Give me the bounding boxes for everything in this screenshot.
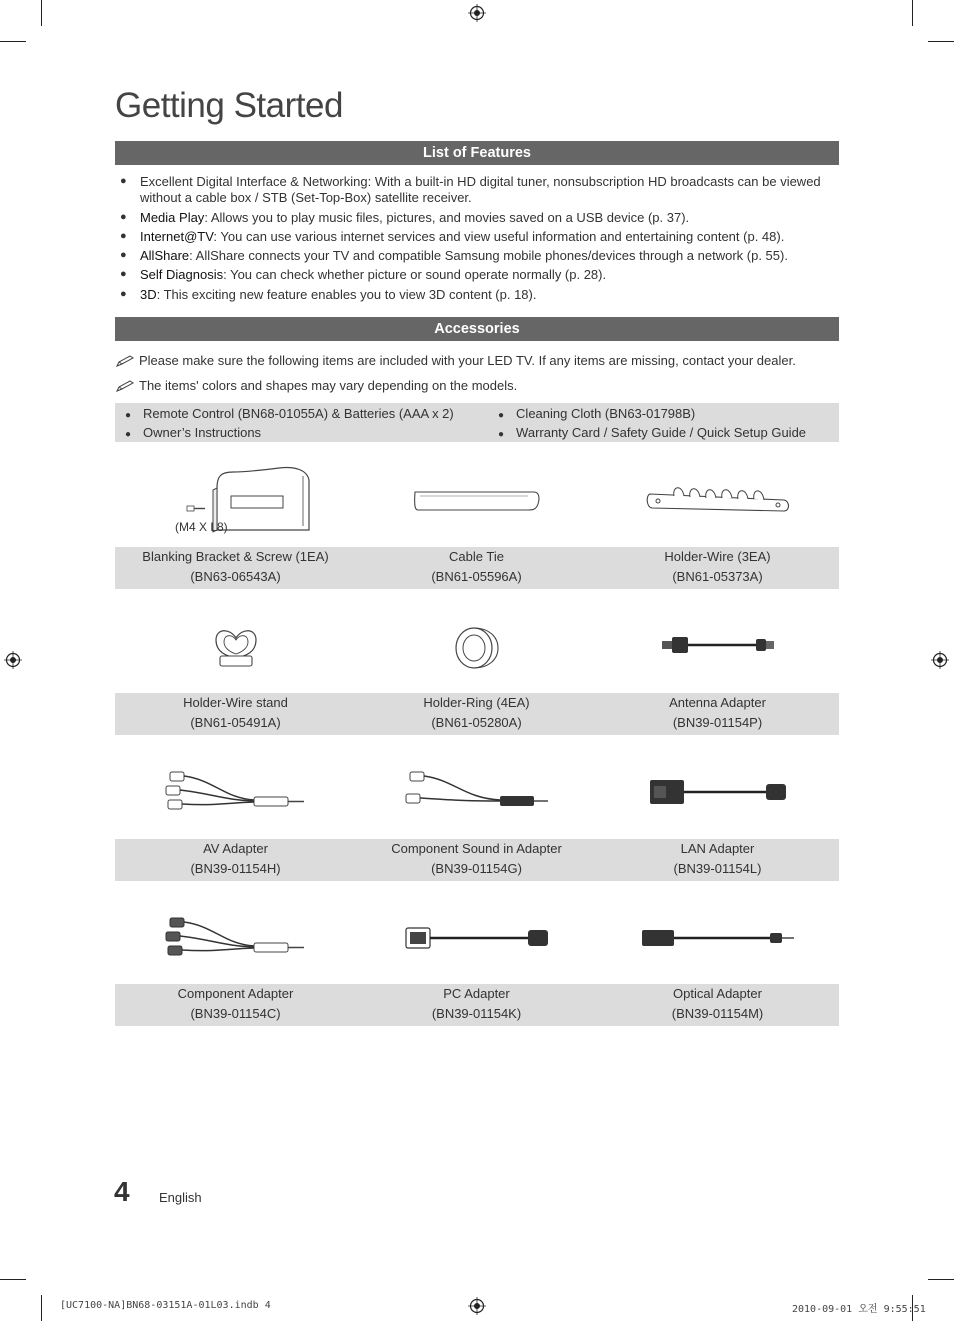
feature-item	[140, 210, 830, 226]
print-file-info: [UC7100-NA]BN68-03151A-01L03.indb 4	[60, 1300, 271, 1311]
feature-text: : Allows you to play music files, pictures, and movies saved on a USB device (p. 37).	[204, 210, 690, 225]
accessories-heading: Accessories	[115, 317, 839, 341]
page-title: Getting Started	[115, 86, 343, 125]
feature-term: Self Diagnosis	[140, 267, 224, 282]
bullet-icon: ●	[120, 175, 127, 187]
crop-mark	[0, 41, 26, 42]
accessory-caption: PC Adapter (BN39-01154K)	[431, 986, 522, 1021]
cable-tie-icon	[412, 488, 542, 514]
bullet-icon: ●	[120, 230, 127, 242]
feature-text: : This exciting new feature enables you to view 3D content (p. 18).	[156, 287, 537, 302]
feature-item	[140, 267, 830, 283]
bullet-icon: ●	[120, 249, 127, 261]
features-heading: List of Features	[115, 141, 839, 165]
accessory-caption: Antenna Adapter (BN39-01154P)	[669, 695, 766, 730]
list-item: ● Owner’s Instructions	[125, 425, 262, 440]
pencil-note-icon	[116, 355, 134, 367]
bullet-icon: ●	[120, 288, 127, 300]
component-sound-adapter-icon	[404, 770, 550, 812]
list-item: ● Warranty Card / Safety Guide / Quick Setup Guide	[498, 425, 807, 440]
note-text: The items' colors and shapes may vary depending on the models.	[139, 378, 518, 393]
crop-mark	[0, 1279, 26, 1280]
list-item: ● Remote Control (BN68-01055A) & Batteries (AAA x 2)	[125, 406, 454, 421]
feature-item	[140, 248, 830, 264]
page-number: 4	[114, 1176, 130, 1207]
feature-text: Excellent Digital Interface & Networking: With a built-in HD digital tuner, nonsubscription HD broadcasts can be viewed	[140, 174, 821, 189]
pencil-note-icon	[116, 380, 134, 392]
feature-item	[140, 229, 830, 245]
crop-mark	[928, 41, 954, 42]
accessory-caption: Holder-Wire (3EA) (BN61-05373A)	[664, 549, 771, 584]
holder-ring-icon	[452, 626, 500, 670]
note-text: Please make sure the following items are included with your LED TV. If any items are missing, contact your dealer.	[139, 353, 796, 368]
screw-size-label: (M4 X L8)	[175, 520, 228, 534]
crop-mark	[41, 1295, 42, 1321]
bullet-icon: ●	[120, 268, 127, 280]
feature-term: 3D	[140, 287, 157, 302]
accessory-caption: Component Sound in Adapter (BN39-01154G)	[391, 841, 562, 876]
accessory-caption: AV Adapter (BN39-01154H)	[190, 841, 281, 876]
holder-wire-icon	[646, 484, 791, 516]
feature-item	[140, 287, 830, 303]
registration-mark-icon	[468, 1297, 486, 1315]
accessory-caption: Optical Adapter (BN39-01154M)	[671, 986, 764, 1021]
registration-mark-icon	[931, 651, 949, 669]
registration-mark-icon	[468, 4, 486, 22]
accessory-caption: Holder-Ring (4EA) (BN61-05280A)	[423, 695, 530, 730]
list-item: ● Cleaning Cloth (BN63-01798B)	[498, 406, 696, 421]
feature-text: without a cable box / STB (Set-Top-Box) satellite receiver.	[140, 190, 472, 205]
print-timestamp: 2010-09-01 오전 9:55:51	[792, 1304, 926, 1315]
accessory-caption: Blanking Bracket & Screw (1EA) (BN63-06543A)	[142, 549, 329, 584]
bullet-icon: ●	[120, 211, 127, 223]
feature-text: : AllShare connects your TV and compatible Samsung mobile phones/devices through a network (p. 55).	[189, 248, 788, 263]
pc-adapter-icon	[404, 924, 552, 952]
accessory-caption: Cable Tie (BN61-05596A)	[431, 549, 522, 584]
note	[116, 378, 517, 393]
feature-item	[140, 174, 830, 206]
component-adapter-icon	[164, 916, 308, 960]
av-adapter-icon	[164, 770, 308, 814]
holder-wire-stand-icon	[212, 626, 260, 670]
antenna-adapter-icon	[660, 634, 778, 656]
lan-adapter-icon	[648, 778, 790, 806]
included-items-box	[115, 403, 839, 442]
feature-term: Media Play	[140, 210, 205, 225]
feature-term: Internet@TV	[140, 229, 214, 244]
page-language: English	[159, 1190, 202, 1205]
note	[116, 353, 796, 368]
registration-mark-icon	[4, 651, 22, 669]
accessory-caption: LAN Adapter (BN39-01154L)	[673, 841, 762, 876]
crop-mark	[928, 1279, 954, 1280]
feature-term: AllShare	[140, 248, 190, 263]
crop-mark	[41, 0, 42, 26]
accessory-caption: Component Adapter (BN39-01154C)	[177, 986, 294, 1021]
crop-mark	[912, 0, 913, 26]
optical-adapter-icon	[640, 926, 796, 950]
accessory-caption: Holder-Wire stand (BN61-05491A)	[183, 695, 288, 730]
feature-text: : You can check whether picture or sound operate normally (p. 28).	[223, 267, 607, 282]
feature-text: : You can use various internet services and view useful information and entertaining content (p. 48).	[213, 229, 785, 244]
